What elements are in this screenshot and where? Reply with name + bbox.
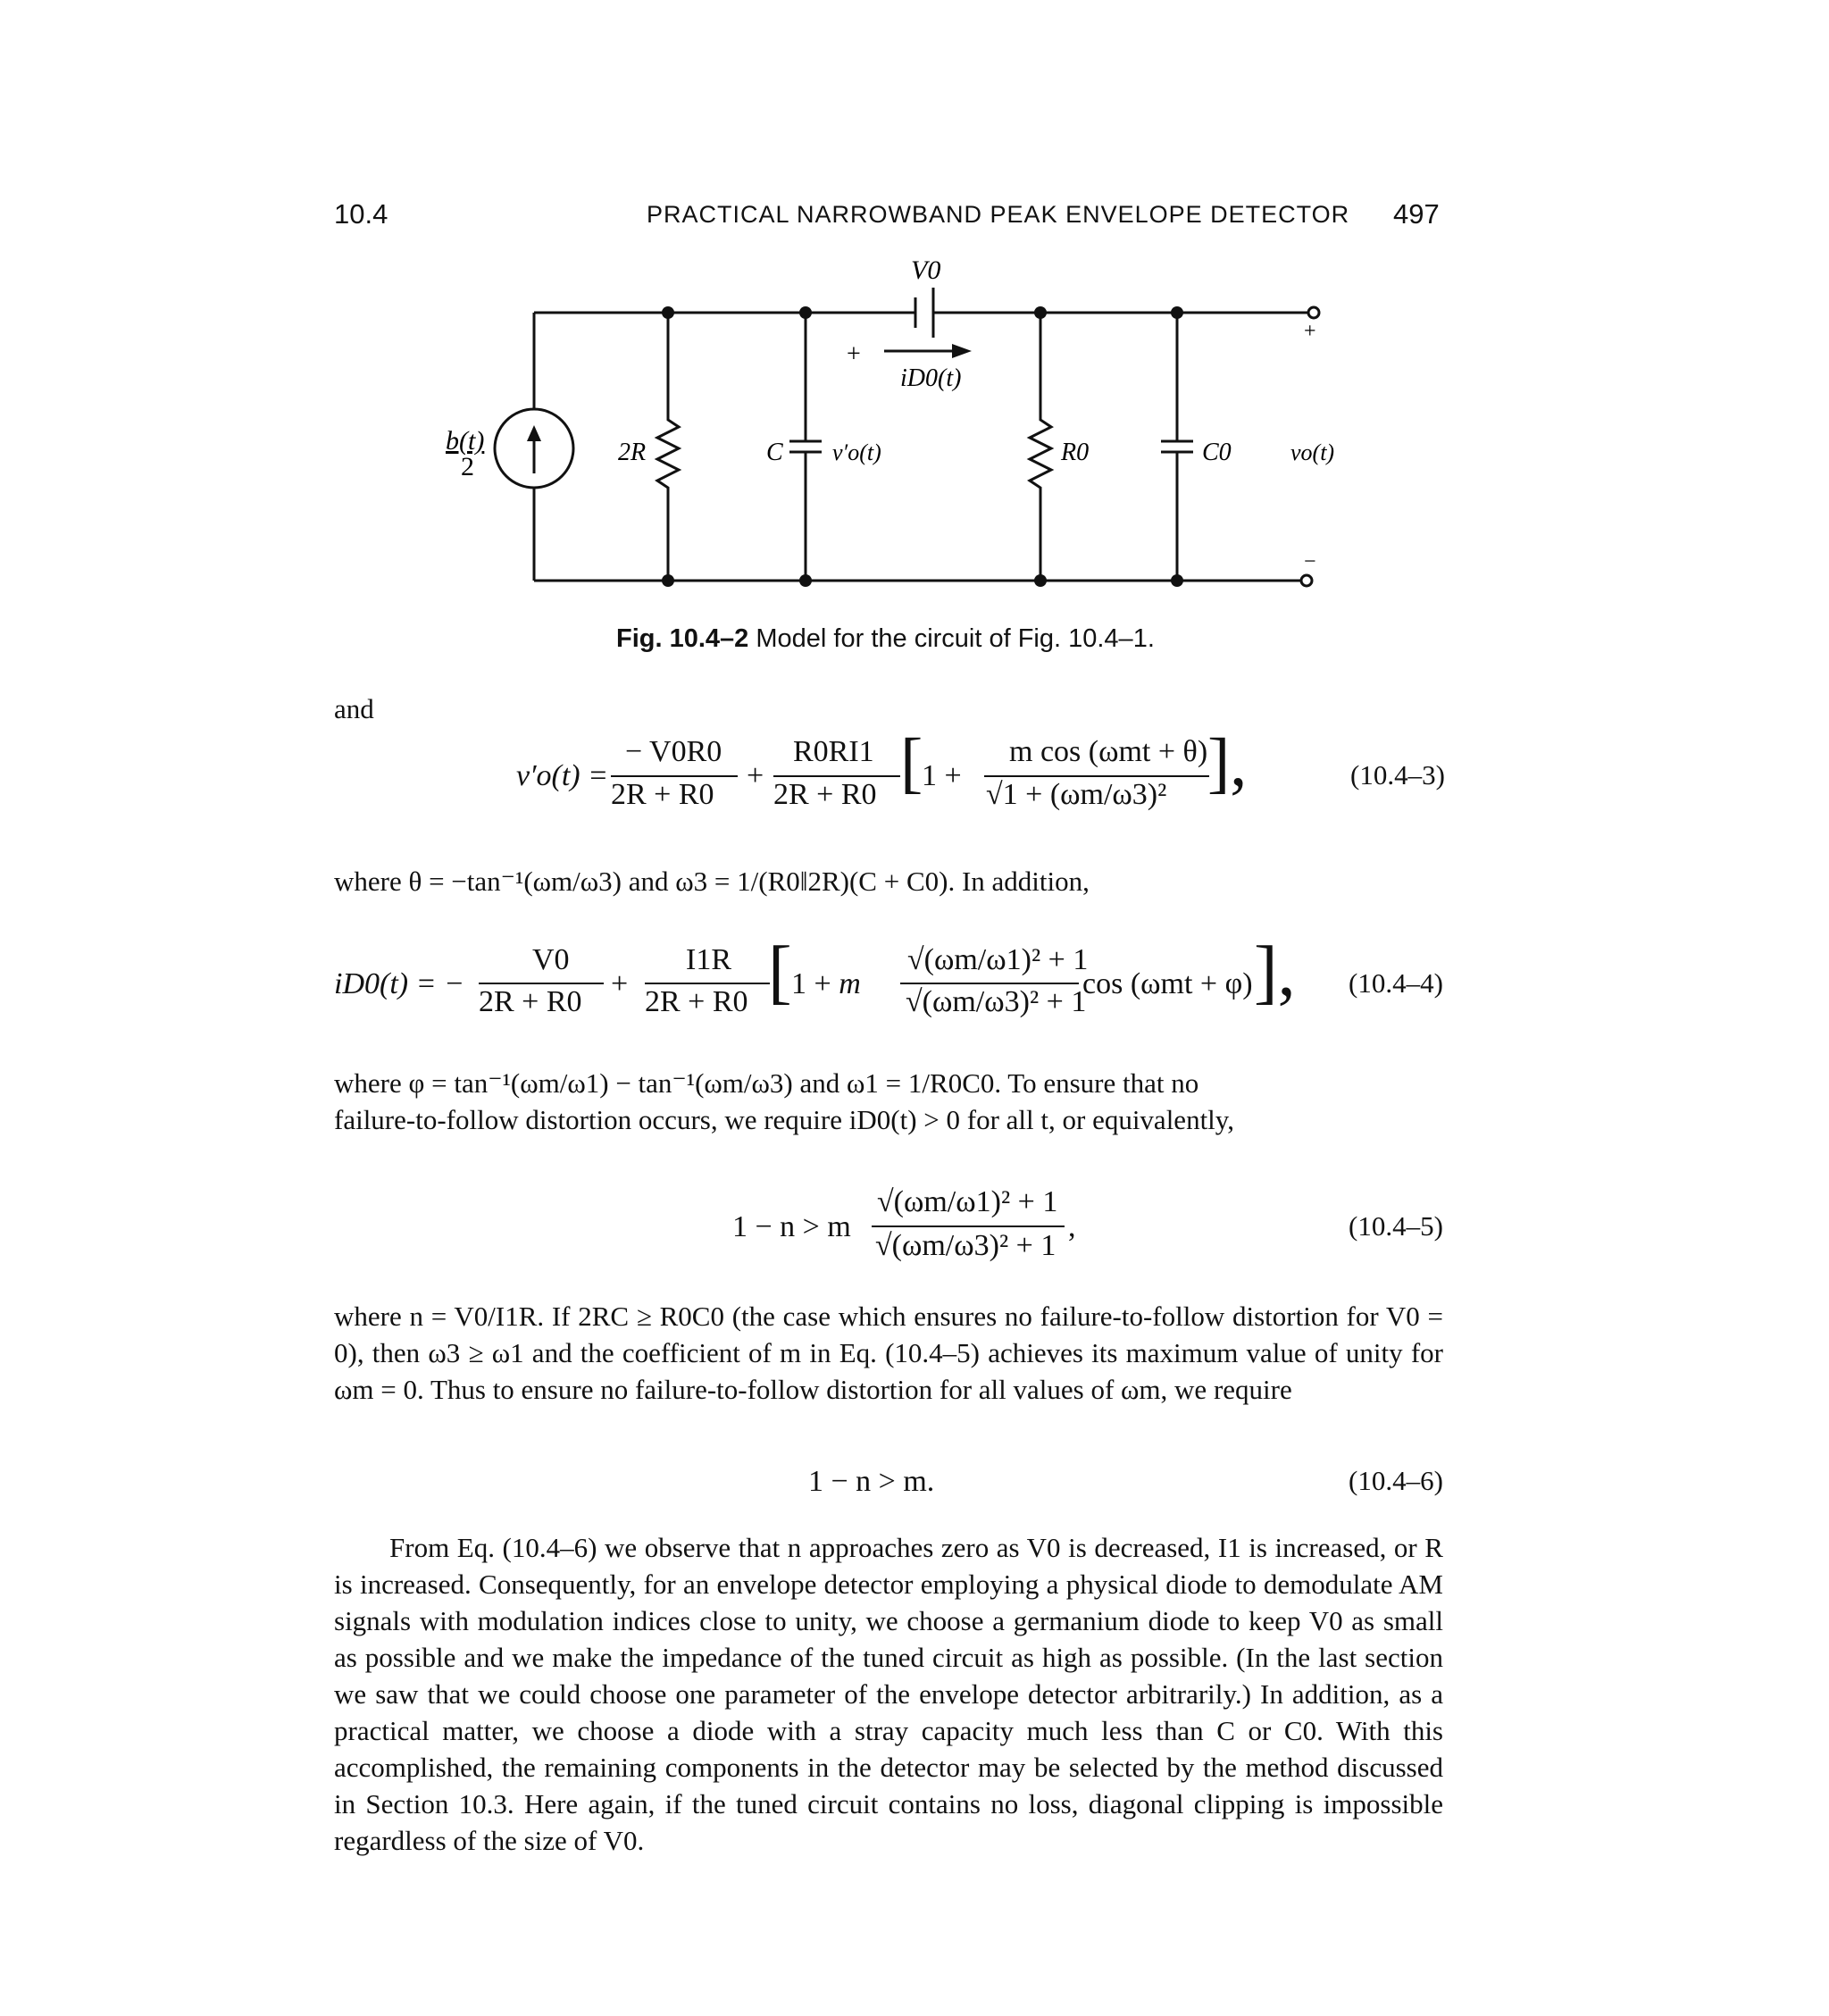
eq3-frac1-den: 2R + R0	[611, 778, 714, 811]
plus-right-label: +	[1304, 320, 1316, 343]
vout-label: vo(t)	[1290, 439, 1335, 465]
eq5-number: (10.4–5)	[1349, 1210, 1443, 1242]
source-denominator-label: 2	[461, 452, 474, 481]
current-label: iD0(t)	[900, 364, 962, 392]
eq4-frac1-num: V0	[532, 943, 570, 976]
final-paragraph: From Eq. (10.4–6) we observe that n approaches zero as V0 is decreased, I1 is increased, or R is increased. Consequently, for an envelope detector employing a physical diode to demodulate AM signals with modulation indices close to unity, we choose a germanium diode to keep V0 as small as possible and we make the impedance of the tuned circuit as high as possible. (In the last section we saw that we could choose one parameter of the envelope detector arbitrarily.) In addition, as a practical matter, we choose a diode with a stray capacity much less than C or C0. With this accomplished, the remaining components in the detector may be selected by the method discussed in Section 10.3. Here again, if the tuned circuit contains no loss, diagonal clipping is impossible regardless of the size of V0.	[334, 1532, 1443, 1856]
eq3-number: (10.4–3)	[1350, 759, 1445, 791]
eq4-inner-bar	[900, 983, 1079, 984]
page-number: 497	[1393, 198, 1440, 230]
capacitor-c-label: C	[766, 439, 783, 466]
eq6: 1 − n > m.	[808, 1465, 935, 1498]
eq4-frac1-den: 2R + R0	[479, 985, 582, 1018]
eq5-den: √(ωm/ω3)² + 1	[875, 1229, 1056, 1262]
eq3-lhs: v′o(t) =	[516, 759, 609, 792]
eq5-bar	[872, 1225, 1065, 1227]
figure-caption	[616, 624, 1155, 654]
eq4-frac1-bar	[479, 983, 604, 984]
c0-label: C0	[1202, 439, 1232, 466]
eq3-right-bracket: ],	[1207, 725, 1248, 800]
where-phi-line2: failure-to-follow distortion occurs, we require iD0(t) > 0 for all t, or equivalently,	[334, 1104, 1235, 1135]
eq4-lhs: iD0(t) = −	[334, 967, 464, 1000]
eq4-inner-num: √(ωm/ω1)² + 1	[907, 943, 1089, 976]
eq5-num: √(ωm/ω1)² + 1	[877, 1185, 1058, 1218]
caption-label: Fig. 10.4–2	[616, 624, 749, 653]
eq4-frac2-den: 2R + R0	[645, 985, 748, 1018]
source-numerator-label: b(t)	[446, 426, 485, 456]
r0-label: R0	[1061, 439, 1090, 466]
eq5-comma: ,	[1068, 1210, 1076, 1243]
eq3-frac2-den: 2R + R0	[773, 778, 877, 811]
text-and: and	[334, 693, 374, 724]
eq5-lhs: 1 − n > m	[732, 1210, 851, 1243]
section-number: 10.4	[334, 198, 388, 230]
eq4-right-bracket: ],	[1254, 933, 1296, 1011]
eq3-left-bracket: [	[900, 725, 923, 800]
eq3-frac2-bar	[773, 775, 900, 777]
eq4-tail: cos (ωmt + φ)	[1082, 967, 1253, 1000]
resistor-2r-label: 2R	[618, 439, 647, 466]
where-n-paragraph: where n = V0/I1R. If 2RC ≥ R0C0 (the case which ensures no failure-to-follow distortion for V0 = 0), then ω3 ≥ ω1 and the coefficient of m in Eq. (10.4–5) achieves its maximum value of unity for ωm = 0. Thus to ensure no failure-to-follow distortion for all values of ωm, we require	[334, 1301, 1443, 1405]
eq3-frac1-bar	[611, 775, 738, 777]
eq4-one-plus-m: 1 + m	[791, 967, 861, 1000]
eq4-frac2-bar	[645, 983, 770, 984]
eq4-inner-den: √(ωm/ω3)² + 1	[906, 985, 1087, 1018]
v-prime-label: v′o(t)	[832, 439, 881, 465]
eq3-inner-num: m cos (ωmt + θ)	[1009, 735, 1208, 768]
eq4-frac2-num: I1R	[686, 943, 731, 976]
eq3-inner-bar	[984, 775, 1209, 777]
eq3-inner-den: √1 + (ωm/ω3)²	[986, 778, 1167, 811]
eq3-frac2-num: R0RI1	[793, 735, 874, 768]
circuit-diagram	[0, 0, 1829, 643]
running-title: PRACTICAL NARROWBAND PEAK ENVELOPE DETECTOR	[647, 201, 1350, 228]
where-phi-line1: where φ = tan⁻¹(ωm/ω1) − tan⁻¹(ωm/ω3) and ω1 = 1/R0C0. To ensure that no	[334, 1067, 1199, 1099]
eq4-plus: +	[611, 967, 629, 1000]
eq6-number: (10.4–6)	[1349, 1465, 1443, 1496]
plus-left-label: +	[847, 340, 861, 368]
caption-text: Model for the circuit of Fig. 10.4–1.	[756, 624, 1155, 653]
minus-right-label: −	[1304, 550, 1316, 573]
eq3-plus: +	[747, 759, 764, 792]
eq4-left-bracket: [	[768, 933, 792, 1011]
eq3-one-plus: 1 +	[922, 759, 962, 792]
battery-label: V0	[911, 255, 941, 285]
where-theta-line: where θ = −tan⁻¹(ωm/ω3) and ω3 = 1/(R0‖2R)(C + C0). In addition,	[334, 866, 1090, 897]
eq4-number: (10.4–4)	[1349, 967, 1443, 999]
eq3-frac1-num: − V0R0	[625, 735, 722, 768]
